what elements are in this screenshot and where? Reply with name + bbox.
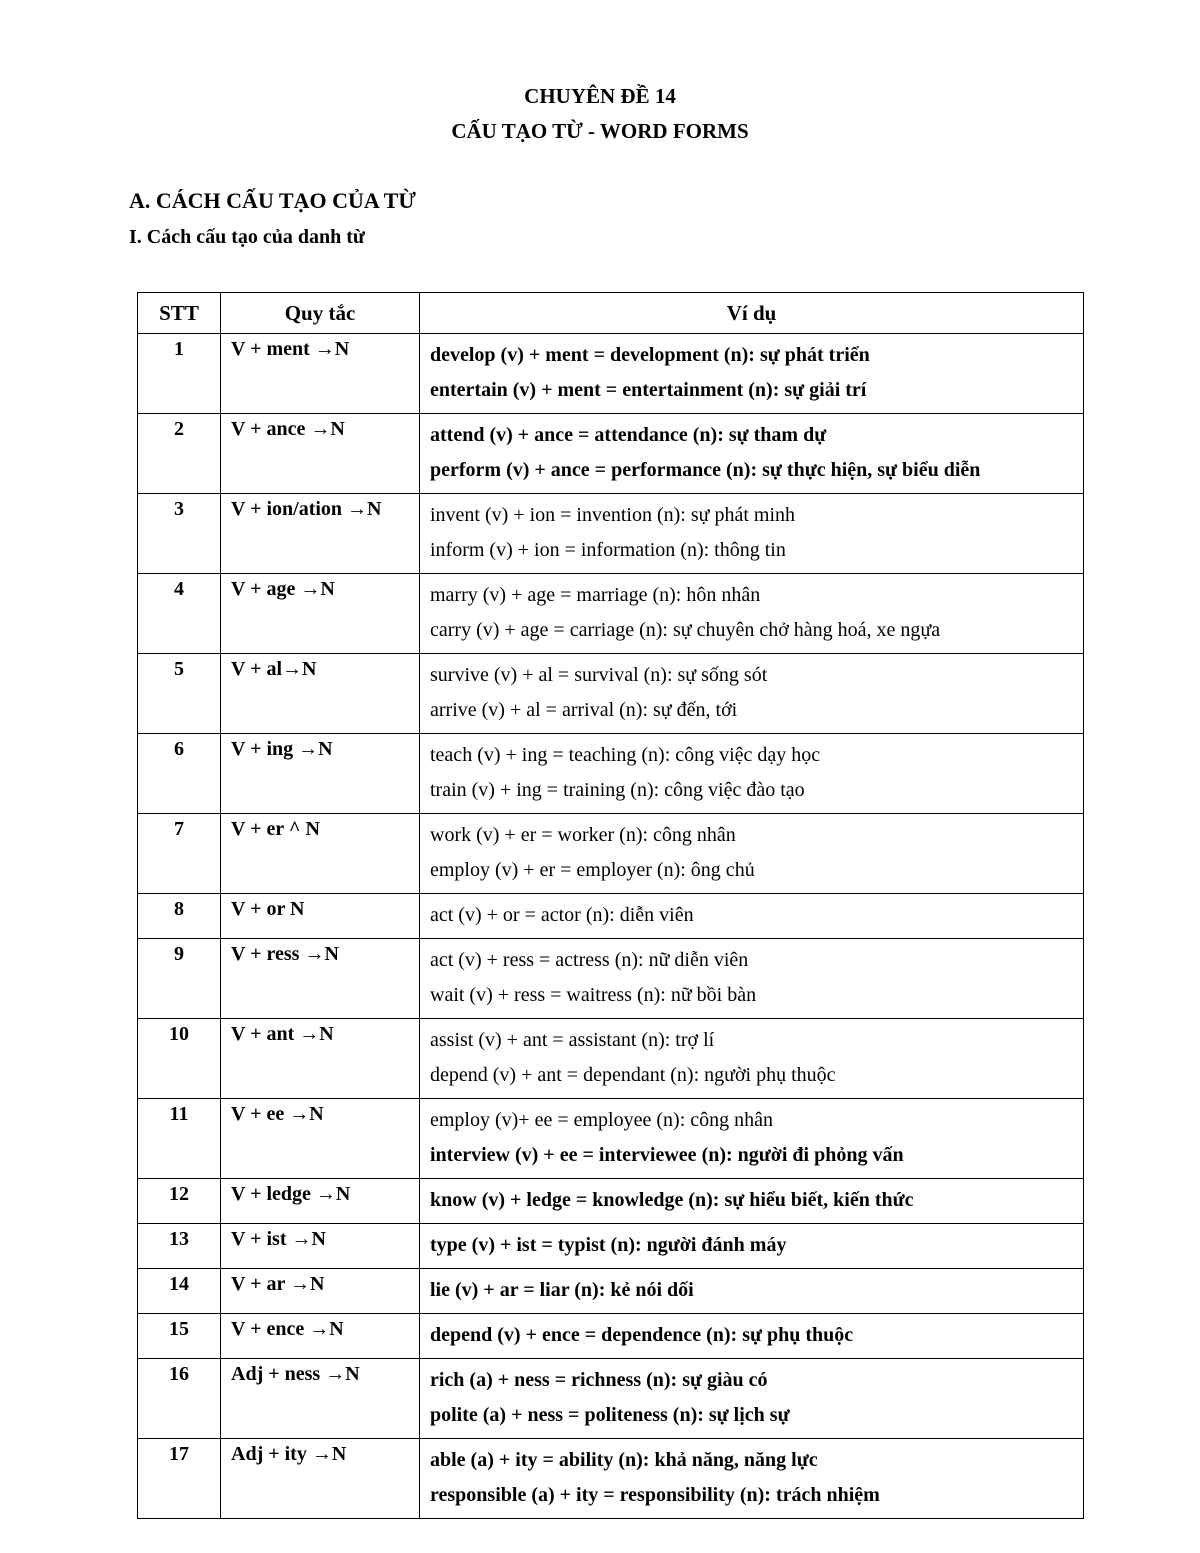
example-line: train (v) + ing = training (n): công việc đào tạo [430,779,805,801]
table-row [138,939,1084,1019]
row-examples [420,814,1084,894]
document-subtitle: CẤU TẠO TỪ - WORD FORMS [451,119,749,143]
table-row [138,1179,1084,1224]
row-examples [420,894,1084,939]
row-number: 2 [138,414,221,494]
example-line: lie (v) + ar = liar (n): kẻ nói dối [430,1279,694,1301]
row-number: 16 [138,1359,221,1439]
row-number: 1 [138,334,221,414]
example-line: rich (a) + ness = richness (n): sự giàu có [430,1369,768,1391]
table-row [138,574,1084,654]
row-number: 3 [138,494,221,574]
row-number: 15 [138,1314,221,1359]
example-line: arrive (v) + al = arrival (n): sự đến, tới [430,699,738,721]
example-line: responsible (a) + ity = responsibility (n): trách nhiệm [430,1484,880,1506]
example-line: assist (v) + ant = assistant (n): trợ lí [430,1029,715,1051]
example-line: marry (v) + age = marriage (n): hôn nhân [430,584,761,606]
example-line: carry (v) + age = carriage (n): sự chuyên chở hàng hoá, xe ngựa [430,619,941,641]
row-examples [420,1439,1084,1519]
row-rule: V + age →N [221,574,420,654]
subsection-heading-i: I. Cách cấu tạo của danh từ [129,226,365,248]
row-examples [420,1269,1084,1314]
row-number: 11 [138,1099,221,1179]
row-number: 10 [138,1019,221,1099]
table-row [138,734,1084,814]
row-examples [420,574,1084,654]
row-number: 4 [138,574,221,654]
row-number: 14 [138,1269,221,1314]
table-row [138,654,1084,734]
row-examples [420,1099,1084,1179]
table-row [138,1439,1084,1519]
row-number: 13 [138,1224,221,1269]
example-line: polite (a) + ness = politeness (n): sự lịch sự [430,1404,790,1426]
word-forms-table [137,292,1084,1519]
row-rule: V + al→N [221,654,420,734]
example-line: invent (v) + ion = invention (n): sự phát minh [430,504,796,526]
example-line: teach (v) + ing = teaching (n): công việc dạy học [430,744,821,766]
row-rule: V + ence →N [221,1314,420,1359]
row-examples [420,334,1084,414]
row-number: 6 [138,734,221,814]
row-examples [420,939,1084,1019]
example-line: depend (v) + ence = dependence (n): sự phụ thuộc [430,1324,854,1346]
row-rule: V + ar →N [221,1269,420,1314]
example-line: know (v) + ledge = knowledge (n): sự hiểu biết, kiến thức [430,1189,914,1211]
example-line: wait (v) + ress = waitress (n): nữ bồi bàn [430,984,757,1006]
example-line: interview (v) + ee = interviewee (n): người đi phỏng vấn [430,1144,904,1166]
row-rule: Adj + ness →N [221,1359,420,1439]
row-examples [420,1179,1084,1224]
row-number: 8 [138,894,221,939]
example-line: develop (v) + ment = development (n): sự phát triển [430,344,870,366]
row-number: 5 [138,654,221,734]
row-number: 9 [138,939,221,1019]
row-rule: V + or N [221,894,420,939]
row-number: 12 [138,1179,221,1224]
example-line: survive (v) + al = survival (n): sự sống sót [430,664,768,686]
example-line: depend (v) + ant = dependant (n): người phụ thuộc [430,1064,836,1086]
section-heading-a: A. CÁCH CẤU TẠO CỦA TỪ [129,188,416,213]
row-examples [420,1359,1084,1439]
document-title: CHUYÊN ĐỀ 14 [524,84,676,108]
table-row [138,1224,1084,1269]
example-line: inform (v) + ion = information (n): thông tin [430,539,786,561]
row-examples [420,494,1084,574]
row-rule: V + ant →N [221,1019,420,1099]
row-rule: Adj + ity →N [221,1439,420,1519]
table-row [138,1269,1084,1314]
example-line: work (v) + er = worker (n): công nhân [430,824,736,846]
row-examples [420,1314,1084,1359]
row-examples [420,414,1084,494]
example-line: employ (v) + er = employer (n): ông chủ [430,859,755,881]
example-line: type (v) + ist = typist (n): người đánh máy [430,1234,787,1256]
row-rule: V + ress →N [221,939,420,1019]
row-examples [420,654,1084,734]
row-examples [420,734,1084,814]
table-row [138,1019,1084,1099]
row-rule: V + ledge →N [221,1179,420,1224]
row-rule: V + ment →N [221,334,420,414]
row-rule: V + ion/ation →N [221,494,420,574]
table-row [138,894,1084,939]
row-rule: V + ance →N [221,414,420,494]
header-example: Ví dụ [420,293,1084,334]
table-header-row [138,293,1084,334]
row-rule: V + ing →N [221,734,420,814]
example-line: perform (v) + ance = performance (n): sự thực hiện, sự biểu diễn [430,459,981,481]
row-rule: V + ee →N [221,1099,420,1179]
table-body [138,334,1084,1519]
example-line: employ (v)+ ee = employee (n): công nhân [430,1109,773,1131]
table-row [138,334,1084,414]
table-row [138,814,1084,894]
table-row [138,494,1084,574]
example-line: act (v) + ress = actress (n): nữ diễn viên [430,949,749,971]
row-examples [420,1224,1084,1269]
header-rule: Quy tắc [221,293,420,334]
example-line: act (v) + or = actor (n): diễn viên [430,904,694,926]
row-number: 7 [138,814,221,894]
row-rule: V + er ^ N [221,814,420,894]
example-line: able (a) + ity = ability (n): khả năng, năng lực [430,1449,818,1471]
table-row [138,1099,1084,1179]
example-line: entertain (v) + ment = entertainment (n): sự giải trí [430,379,867,401]
example-line: attend (v) + ance = attendance (n): sự tham dự [430,424,827,446]
header-stt: STT [138,293,221,334]
row-examples [420,1019,1084,1099]
row-number: 17 [138,1439,221,1519]
table-row [138,414,1084,494]
table-row [138,1314,1084,1359]
row-rule: V + ist →N [221,1224,420,1269]
table-row [138,1359,1084,1439]
